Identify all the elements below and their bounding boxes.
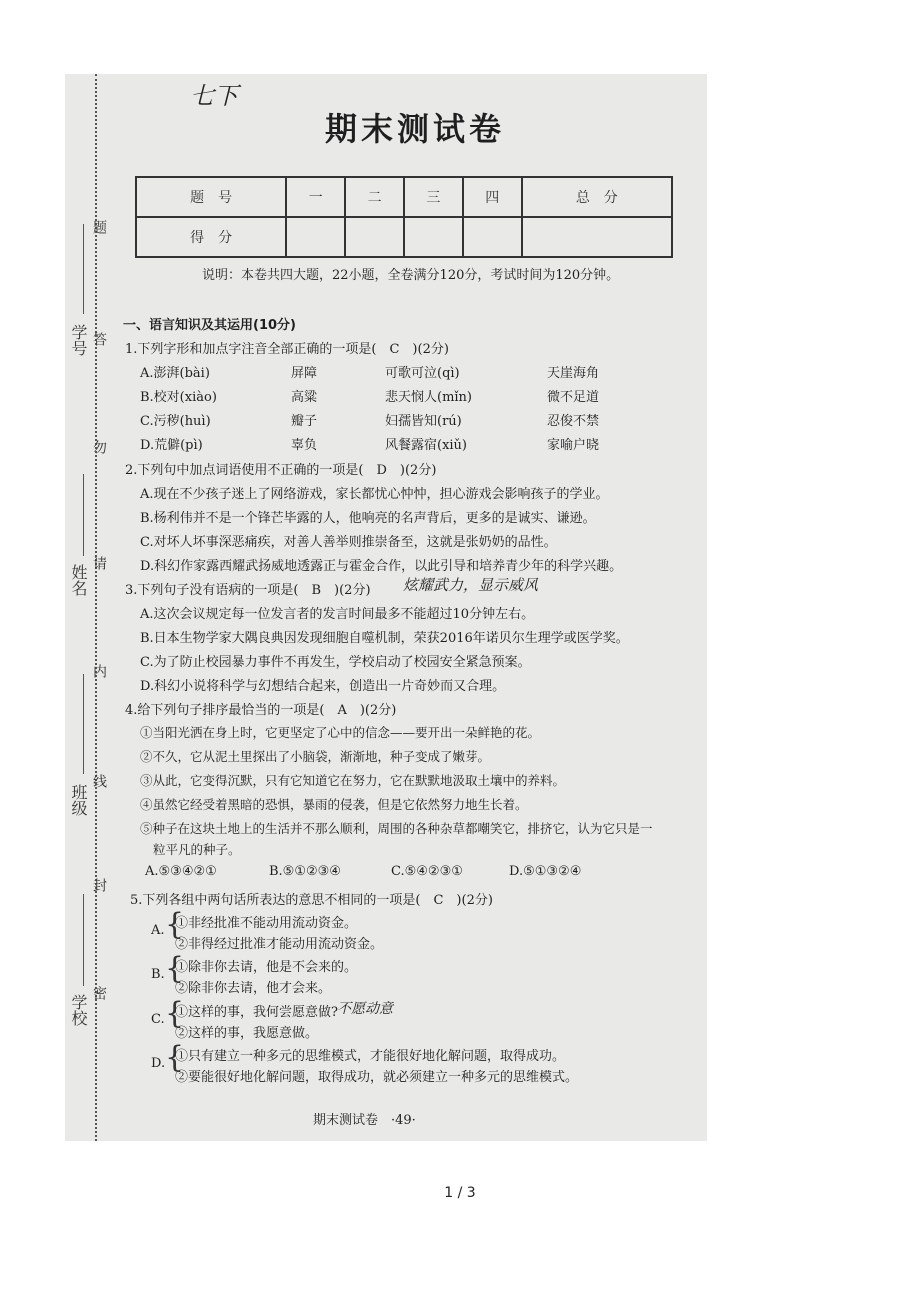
- q3-option-c: C.为了防止校园暴力事件不再发生，学校启动了校园安全紧急预案。: [140, 655, 531, 670]
- q1-option-c-word2: 瓣子: [291, 414, 318, 429]
- question-1-stem: 1.下列字形和加点字注音全部正确的一项是( C )(2分): [125, 342, 449, 357]
- class-label: 班级: [69, 784, 88, 816]
- q5-group-b-s2: ②除非你去请，他才会来。: [175, 981, 332, 996]
- section-heading: 一、语言知识及其运用(10分): [123, 318, 296, 333]
- q1-option-d-word4: 家喻户晓: [547, 438, 600, 453]
- q4-choice-c: C.⑤④②③①: [391, 864, 463, 879]
- binding-char: 勿: [91, 440, 107, 454]
- table-cell: 总 分: [522, 177, 672, 217]
- exam-instructions: 说明：本卷共四大题，22小题，全卷满分120分，考试时间为120分钟。: [202, 268, 620, 283]
- table-cell: 一: [286, 177, 345, 217]
- class-line: [83, 674, 85, 774]
- q1-option-b-word2: 高粱: [291, 390, 318, 405]
- binding-char: 内: [91, 664, 107, 678]
- q5-group-a-s1: ①非经批准不能动用流动资金。: [175, 916, 358, 931]
- score-input-cell[interactable]: [404, 217, 463, 257]
- q5-group-d-s1: ①只有建立一种多元的思维模式，才能很好地化解问题，取得成功。: [175, 1049, 566, 1064]
- binding-line: [95, 74, 98, 1141]
- question-4-stem: 4.给下列句子排序最恰当的一项是( A )(2分): [125, 703, 397, 718]
- q5-group-c-label: C.: [151, 1012, 165, 1027]
- student-id-label: 学号: [69, 324, 88, 356]
- brace-icon: {: [165, 1040, 185, 1075]
- q2-option-a: A.现在不少孩子迷上了网络游戏，家长都忧心忡忡，担心游戏会影响孩子的学业。: [140, 487, 609, 502]
- q5-group-a-s2: ②非得经过批准才能动用流动资金。: [175, 937, 384, 952]
- q1-option-c-word3: 妇孺皆知(rú): [385, 414, 462, 429]
- page-number: 1 / 3: [444, 1185, 476, 1201]
- q5-group-b-label: B.: [151, 967, 165, 982]
- q4-sentence-4: ④虽然它经受着黑暗的恐惧，暴雨的侵袭，但是它依然努力地生长着。: [140, 797, 528, 812]
- binding-char: 题: [91, 220, 107, 234]
- binding-char: 密: [91, 986, 107, 1000]
- score-table: [135, 176, 673, 258]
- binding-char: 线: [91, 774, 107, 788]
- score-table-score-row: [136, 217, 672, 257]
- q1-option-a-word2: 屏障: [291, 366, 318, 381]
- page-title: 期末测试卷: [325, 110, 506, 148]
- q1-option-d-word3: 风餐露宿(xiǔ): [385, 438, 468, 453]
- q3-option-d: D.科幻小说将科学与幻想结合起来，创造出一片奇妙而又合理。: [140, 679, 506, 694]
- question-5-stem: 5.下列各组中两句话所表达的意思不相同的一项是( C )(2分): [130, 893, 493, 908]
- score-input-cell[interactable]: [522, 217, 672, 257]
- table-cell: 得 分: [136, 217, 286, 257]
- table-cell: 题 号: [136, 177, 286, 217]
- q2-option-b: B.杨利伟并不是一个锋芒毕露的人，他响亮的名声背后，更多的是诚实、谦逊。: [140, 511, 596, 526]
- q5-group-d-label: D.: [151, 1056, 166, 1071]
- brace-icon: {: [165, 907, 185, 942]
- q1-option-a-word4: 天崖海角: [547, 366, 600, 381]
- brace-icon: {: [165, 951, 185, 986]
- q4-sentence-5-cont: 粒平凡的种子。: [153, 842, 241, 857]
- q3-option-b: B.日本生物学家大隅良典因发现细胞自噬机制，荣获2016年诺贝尔生理学或医学奖。: [140, 631, 629, 646]
- q5-group-c-s1: ①这样的事，我何尝愿意做?: [175, 1005, 338, 1020]
- q1-option-a-word1: A.澎湃(bài): [140, 366, 210, 381]
- student-id-line: [83, 224, 85, 314]
- name-line: [83, 474, 85, 556]
- binding-char: 封: [91, 878, 107, 892]
- q4-choice-a: A.⑤③④②①: [145, 864, 217, 879]
- q1-option-b-word1: B.校对(xiào): [140, 390, 217, 405]
- q4-choice-d: D.⑤①③②④: [509, 864, 582, 879]
- binding-char: 请: [91, 556, 107, 570]
- scanned-exam-page: [65, 74, 707, 1141]
- q5-group-b-s1: ①除非你去请，他是不会来的。: [175, 960, 358, 975]
- q5-group-a-label: A.: [151, 923, 165, 938]
- score-input-cell[interactable]: [463, 217, 522, 257]
- q5-group-d-s2: ②要能很好地化解问题，取得成功，就必须建立一种多元的思维模式。: [175, 1070, 579, 1085]
- q5-group-c-s2: ②这样的事，我愿意做。: [175, 1026, 319, 1041]
- handwritten-grade: 七下: [190, 82, 238, 110]
- q1-option-d-word2: 辜负: [291, 438, 318, 453]
- table-cell: 二: [345, 177, 404, 217]
- q5-handwritten-note: 不愿动意: [337, 1001, 393, 1017]
- score-input-cell[interactable]: [345, 217, 404, 257]
- score-table-header-row: [136, 177, 672, 217]
- q2-option-c: C.对坏人坏事深恶痛疾，对善人善举则推崇备至，这就是张奶奶的品性。: [140, 535, 557, 550]
- school-line: [83, 894, 85, 986]
- q2-option-d: D.科幻作家露西耀武扬威地透露正与霍金合作，以此引导和培养青少年的科学兴趣。: [140, 559, 623, 574]
- table-cell: 三: [404, 177, 463, 217]
- question-2-stem: 2.下列句中加点词语使用不正确的一项是( D )(2分): [125, 463, 437, 478]
- q4-sentence-1: ①当阳光洒在身上时，它更坚定了心中的信念——要开出一朵鲜艳的花。: [140, 725, 541, 740]
- table-cell: 四: [463, 177, 522, 217]
- q4-sentence-2: ②不久，它从泥土里探出了小脑袋，渐渐地，种子变成了嫩芽。: [140, 749, 491, 764]
- q4-choice-b: B.⑤①②③④: [269, 864, 341, 879]
- q4-sentence-3: ③从此，它变得沉默，只有它知道它在努力，它在默默地汲取土壤中的养料。: [140, 773, 566, 788]
- q1-option-c-word1: C.污秽(huì): [140, 414, 211, 429]
- q3-handwritten-note: 炫耀武力，显示威风: [403, 576, 539, 594]
- school-label: 学校: [69, 994, 88, 1026]
- name-label: 姓名: [69, 564, 88, 596]
- score-input-cell[interactable]: [286, 217, 345, 257]
- q1-option-c-word4: 忍俊不禁: [547, 414, 600, 429]
- page-footer: 期末测试卷 ·49·: [313, 1113, 416, 1128]
- q3-option-a: A.这次会议规定每一位发言者的发言时间最多不能超过10分钟左右。: [140, 607, 535, 622]
- q1-option-a-word3: 可歌可泣(qì): [385, 366, 460, 381]
- brace-icon: {: [165, 996, 185, 1031]
- q4-sentence-5: ⑤种子在这块土地上的生活并不那么顺利，周围的各种杂草都嘲笑它，排挤它，认为它只是一: [140, 821, 653, 836]
- q1-option-b-word4: 微不足道: [547, 390, 600, 405]
- binding-char: 答: [91, 332, 107, 346]
- q1-option-b-word3: 悲天悯人(mǐn): [385, 390, 473, 405]
- question-3-stem: 3.下列句子没有语病的一项是( B )(2分): [125, 583, 371, 598]
- q1-option-d-word1: D.荒僻(pì): [140, 438, 203, 453]
